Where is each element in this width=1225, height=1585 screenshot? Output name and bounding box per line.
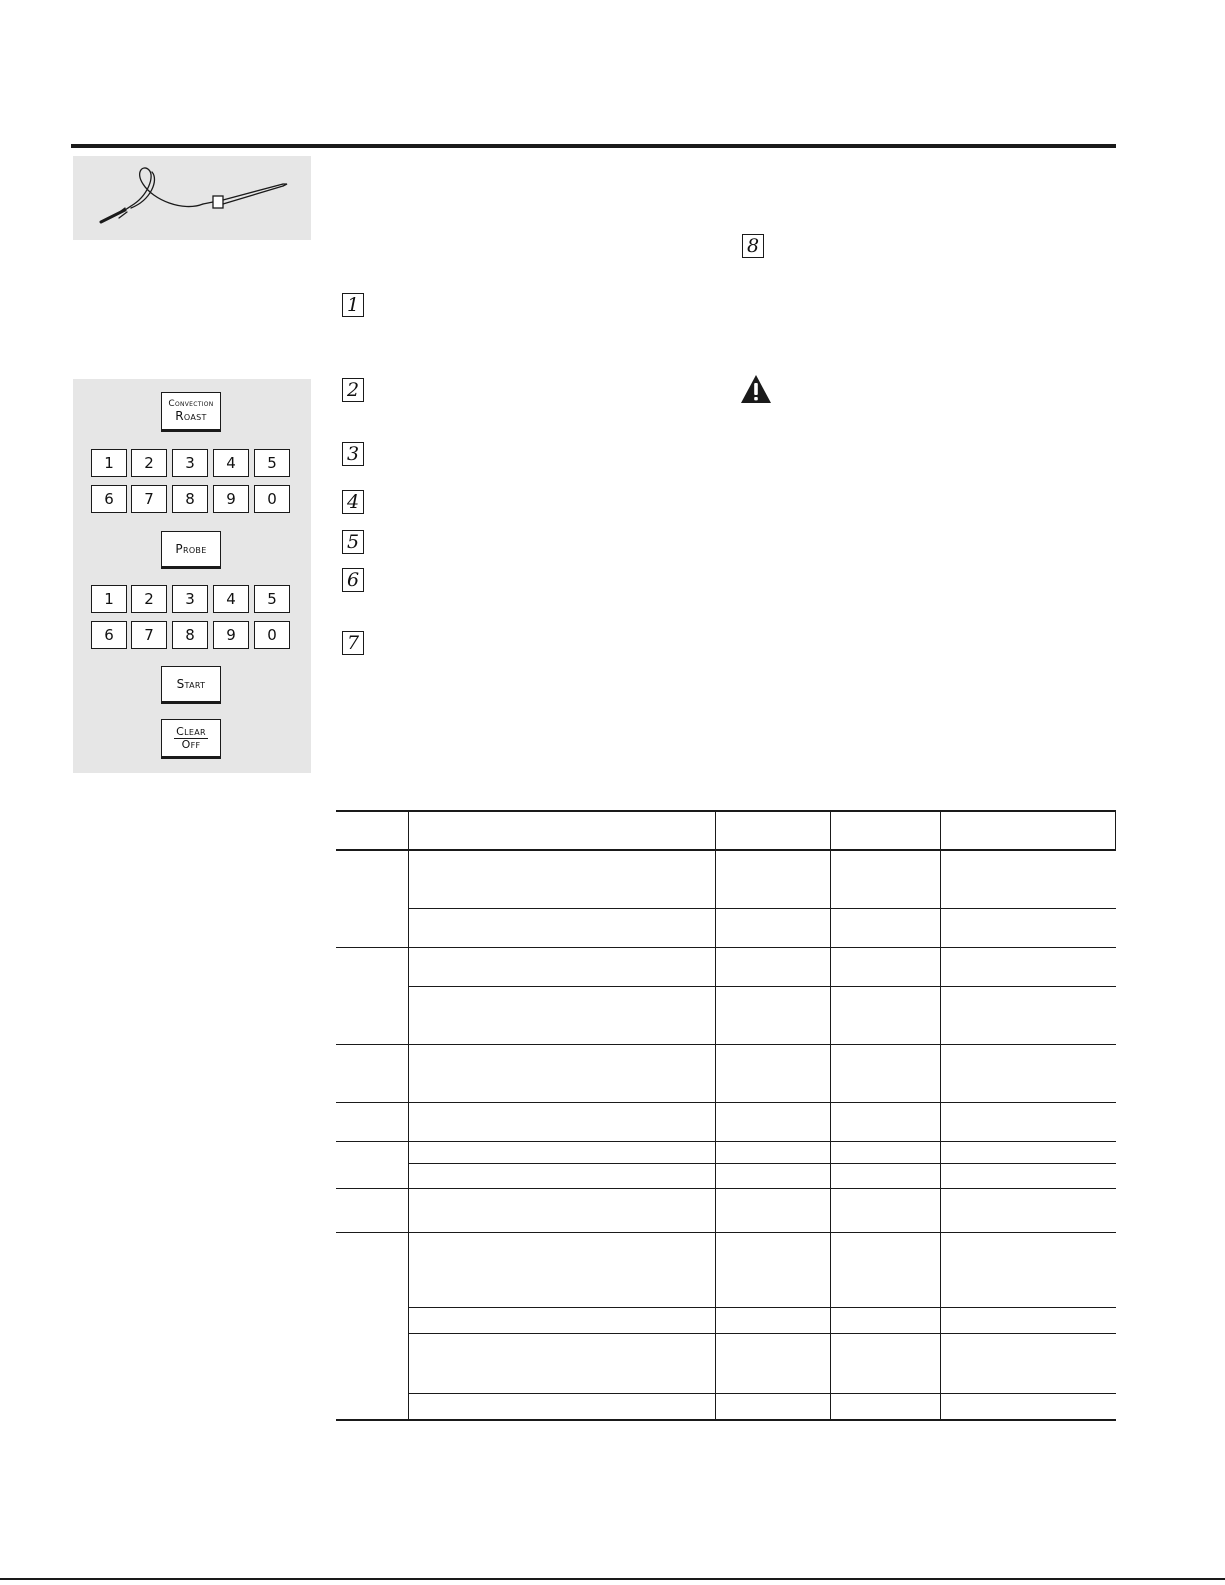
keypad-3-key[interactable]: 3 — [172, 449, 208, 477]
step-8-marker: 8 — [742, 234, 764, 258]
keypad2-6-key[interactable]: 6 — [91, 621, 127, 649]
table-row-border — [408, 1393, 1116, 1394]
convection-roast-button[interactable] — [161, 392, 221, 430]
start-button-label: Start — [176, 677, 206, 691]
table-group-border — [336, 1102, 1116, 1103]
keypad2-7-key[interactable]: 7 — [131, 621, 167, 649]
step-5-marker: 5 — [342, 530, 364, 554]
keypad-5-key[interactable]: 5 — [254, 449, 290, 477]
keypad-4-key[interactable]: 4 — [213, 449, 249, 477]
keypad-8-key[interactable]: 8 — [172, 485, 208, 513]
step-6-marker: 6 — [342, 568, 364, 592]
probe-illustration-panel — [73, 156, 311, 240]
table-group-border — [336, 1232, 1116, 1233]
table-row-border — [408, 1333, 1116, 1334]
keypad-9-key[interactable]: 9 — [213, 485, 249, 513]
keypad2-5-key[interactable]: 5 — [254, 585, 290, 613]
table-col-separator — [408, 810, 409, 1420]
top-rule — [71, 144, 1116, 148]
step-4-marker: 4 — [342, 490, 364, 514]
step-7-marker: 7 — [342, 631, 364, 655]
probe-button[interactable] — [161, 531, 221, 567]
keypad2-8-key[interactable]: 8 — [172, 621, 208, 649]
keypad-2-key[interactable]: 2 — [131, 449, 167, 477]
convection-roast-line2: Roast — [175, 409, 207, 423]
keypad-0-key[interactable]: 0 — [254, 485, 290, 513]
keypad-1-key[interactable]: 1 — [91, 449, 127, 477]
convection-roast-line1: Convection — [168, 399, 214, 409]
clear-off-button[interactable] — [161, 719, 221, 757]
table-top-border — [336, 810, 1116, 812]
table-bottom-border — [336, 1419, 1116, 1421]
keypad2-2-key[interactable]: 2 — [131, 585, 167, 613]
keypad2-0-key[interactable]: 0 — [254, 621, 290, 649]
off-label: Off — [181, 737, 201, 751]
table-col-separator — [940, 810, 941, 1420]
probe-button-label: Probe — [175, 542, 207, 556]
table-header-border — [336, 849, 1116, 851]
keypad2-9-key[interactable]: 9 — [213, 621, 249, 649]
keypad2-3-key[interactable]: 3 — [172, 585, 208, 613]
table-group-border — [336, 1141, 1116, 1142]
table-right-border — [1115, 810, 1116, 850]
warning-triangle-icon — [740, 374, 772, 404]
table-row-border — [408, 1163, 1116, 1164]
table-row-border — [408, 986, 1116, 987]
clear-label: Clear — [176, 724, 206, 738]
keypad2-1-key[interactable]: 1 — [91, 585, 127, 613]
step-2-marker: 2 — [342, 378, 364, 402]
step-1-marker: 1 — [342, 293, 364, 317]
keypad-6-key[interactable]: 6 — [91, 485, 127, 513]
table-row-border — [408, 1307, 1116, 1308]
start-button[interactable] — [161, 666, 221, 702]
temperature-probe-icon — [73, 156, 311, 240]
table-group-border — [336, 1188, 1116, 1189]
step-3-marker: 3 — [342, 442, 364, 466]
table-row-border — [408, 908, 1116, 909]
table-col-separator — [830, 810, 831, 1420]
keypad-panel — [73, 379, 311, 773]
bottom-rule — [0, 1578, 1225, 1580]
table-group-border — [336, 1044, 1116, 1045]
table-group-border — [336, 947, 1116, 948]
keypad2-4-key[interactable]: 4 — [213, 585, 249, 613]
keypad-7-key[interactable]: 7 — [131, 485, 167, 513]
table-col-separator — [715, 810, 716, 1420]
